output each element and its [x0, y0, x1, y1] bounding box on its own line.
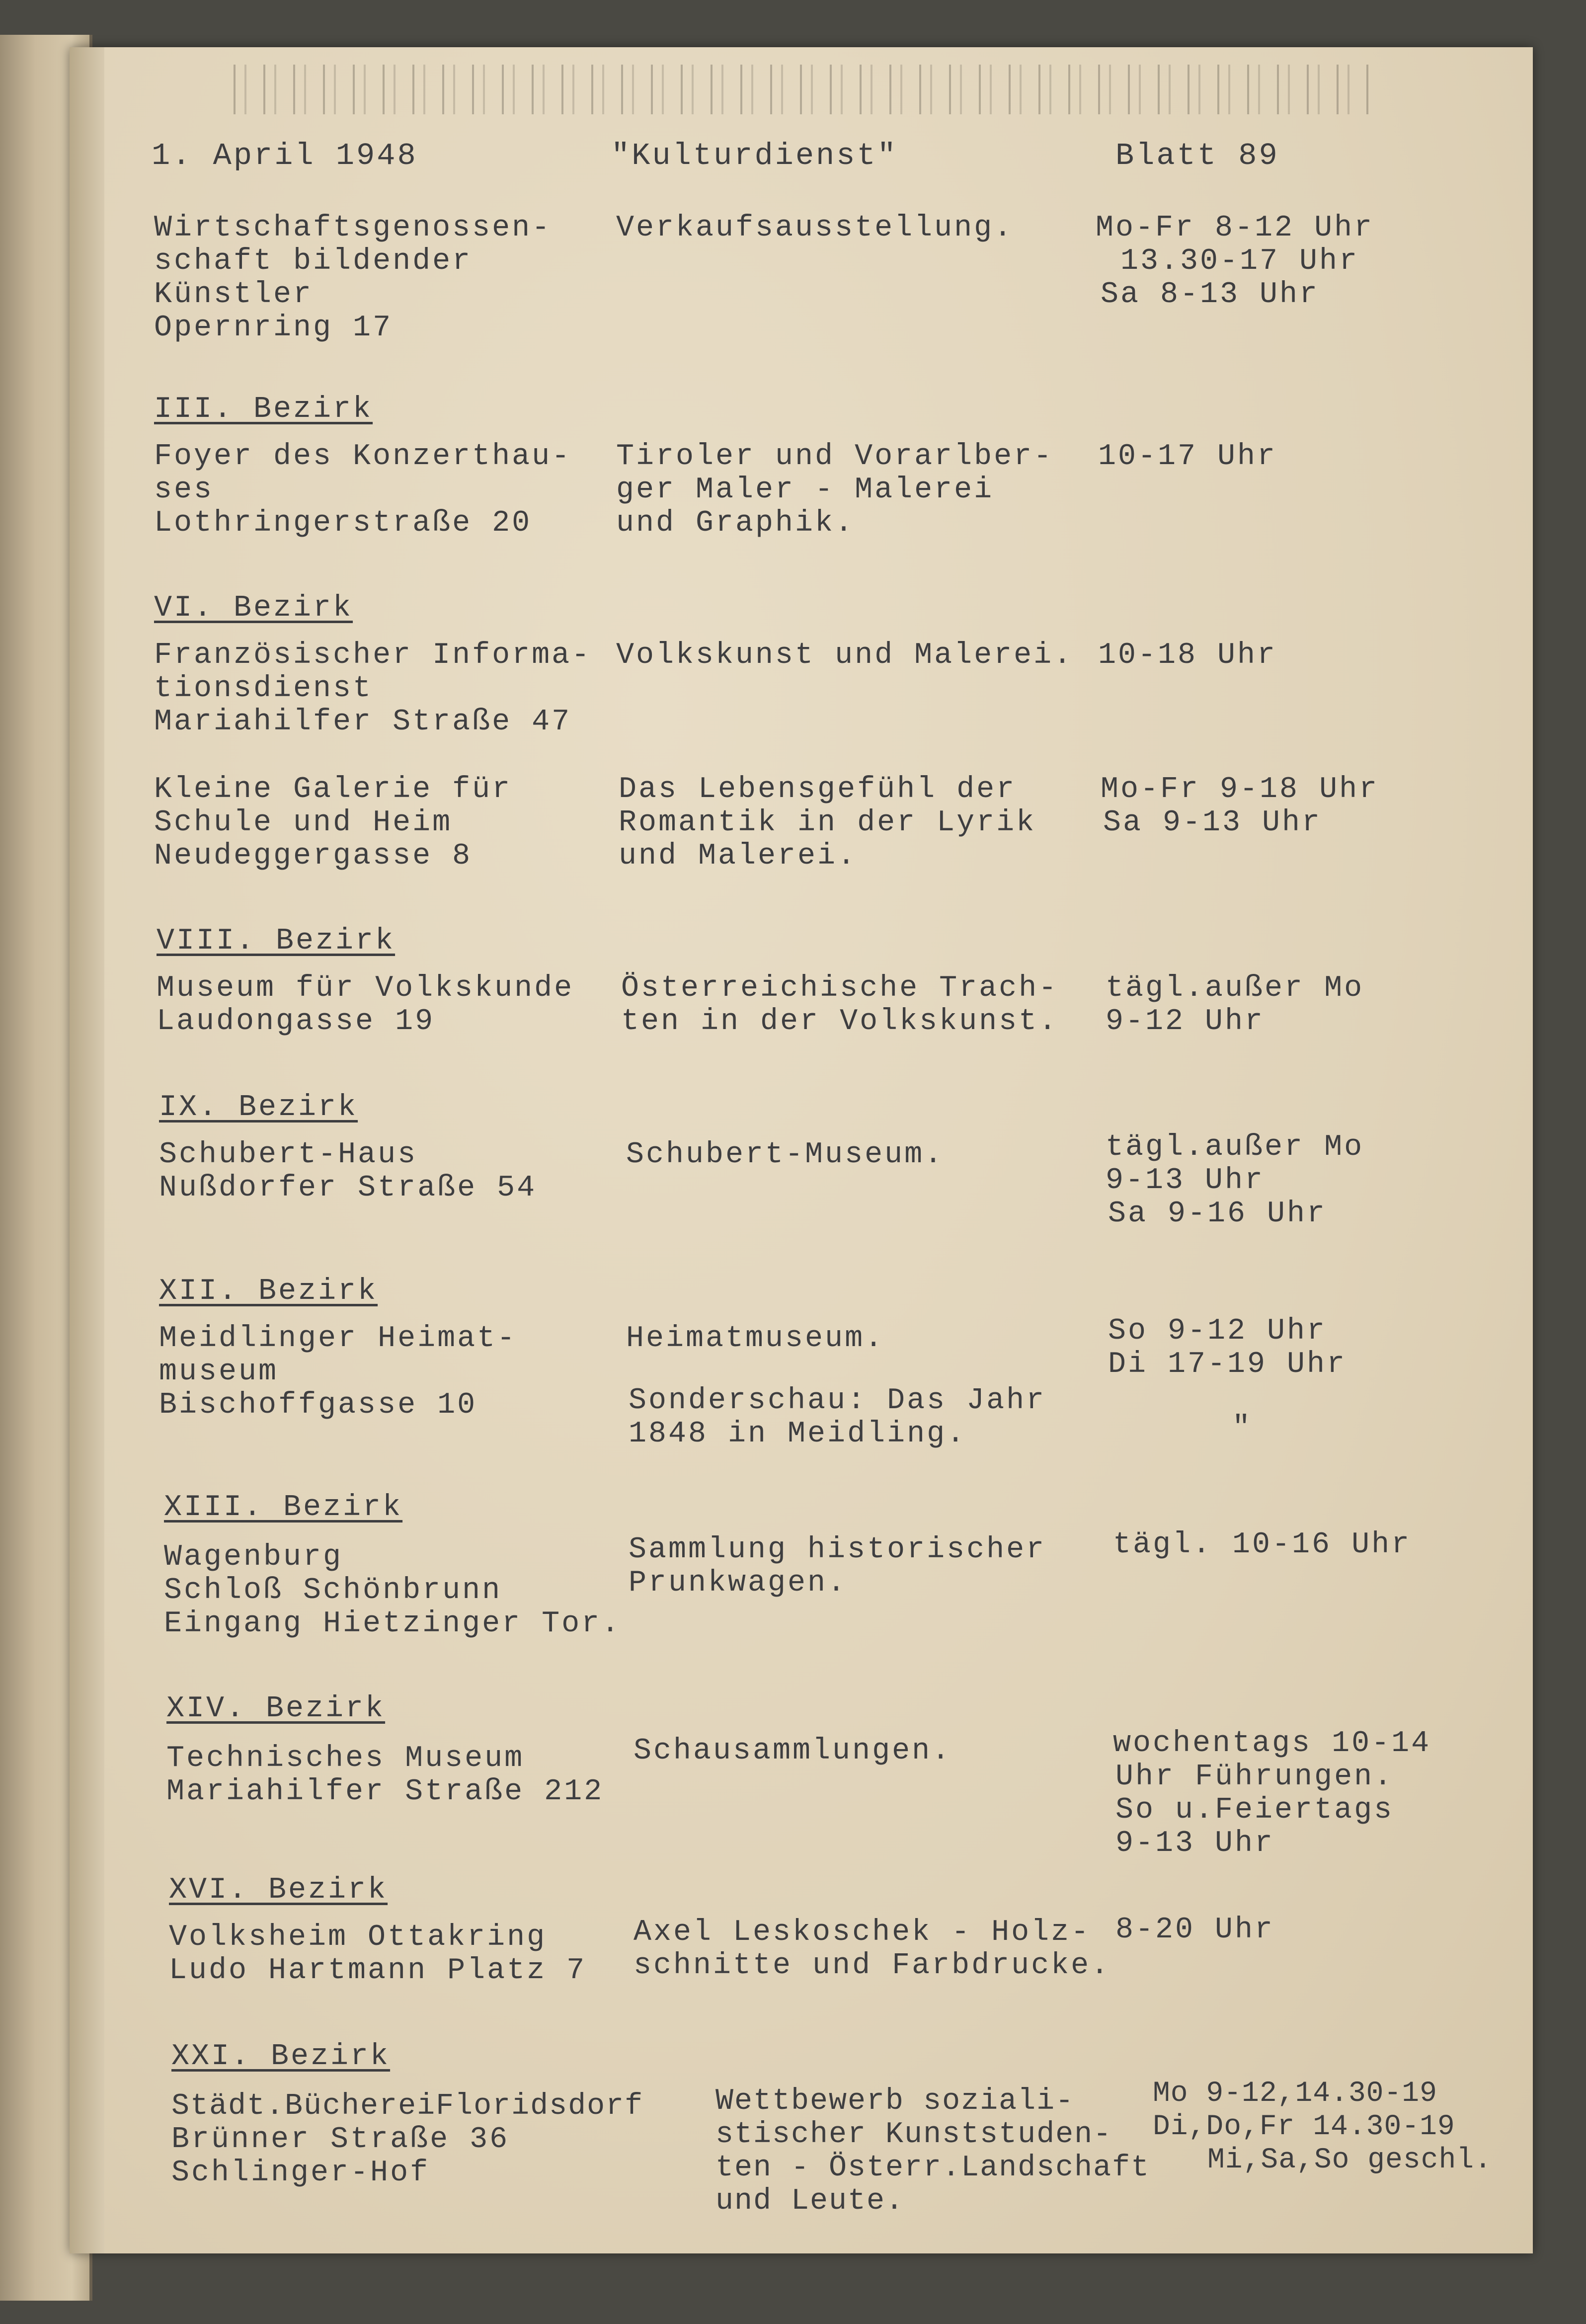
venue-line: Schule und Heim	[154, 806, 453, 840]
exhibition-line: Tiroler und Vorarlber-	[616, 440, 1054, 474]
venue-line: Bischoffgasse 10	[159, 1388, 477, 1422]
header-sheet-number: Blatt 89	[1115, 138, 1279, 173]
exhibition-line: Prunkwagen.	[629, 1566, 848, 1600]
venue-line: Neudeggergasse 8	[154, 839, 473, 873]
venue-line: schaft bildender	[154, 244, 473, 278]
venue-line: tionsdienst	[154, 672, 373, 706]
exhibition-line: und Graphik.	[616, 506, 855, 540]
venue-line: Städt.BüchereiFloridsdorf	[171, 2089, 644, 2123]
section-heading: XIV. Bezirk	[166, 1692, 386, 1726]
venue-line: Meidlinger Heimat-	[159, 1322, 517, 1356]
exhibition-line: Schubert-Museum.	[626, 1138, 945, 1172]
venue-line: Schloß Schönbrunn	[164, 1574, 502, 1607]
hours-line: Di,Do,Fr 14.30-19	[1153, 2111, 1455, 2143]
exhibition-line: Axel Leskoschek - Holz-	[634, 1916, 1091, 1949]
venue-line: Volksheim Ottakring	[169, 1921, 547, 1954]
hours-line: wochentags 10-14	[1113, 1727, 1431, 1761]
hours-line: Sa 9-13 Uhr	[1103, 806, 1322, 840]
exhibition-line: ten - Österr.Landschaft	[715, 2151, 1150, 2185]
exhibition-line: Sammlung historischer	[629, 1533, 1046, 1567]
header-title: "Kulturdienst"	[611, 138, 898, 173]
exhibition-line: Romantik in der Lyrik	[619, 806, 1036, 840]
hours-line: So 9-12 Uhr	[1108, 1314, 1327, 1348]
exhibition-line: und Malerei.	[619, 839, 858, 873]
venue-line: Opernring 17	[154, 311, 393, 345]
exhibition-line: ten in der Volkskunst.	[621, 1005, 1059, 1039]
exhibition-line: ger Maler - Malerei	[616, 473, 994, 507]
venue-line: Wagenburg	[164, 1540, 343, 1574]
venue-line: Kleine Galerie für	[154, 773, 512, 806]
section-heading: XIII. Bezirk	[164, 1491, 403, 1524]
exhibition-line: Volkskunst und Malerei.	[616, 639, 1074, 672]
exhibition-line: Schausammlungen.	[634, 1734, 952, 1768]
venue-line: Mariahilfer Straße 47	[154, 705, 572, 739]
punched-holes-strip	[234, 65, 1376, 114]
hours-line: 10-18 Uhr	[1098, 639, 1277, 672]
section-heading: VIII. Bezirk	[157, 924, 396, 958]
hours-line: 8-20 Uhr	[1115, 1913, 1275, 1947]
venue-line: Nußdorfer Straße 54	[159, 1171, 537, 1205]
exhibition-line: schnitte und Farbdrucke.	[634, 1949, 1111, 1983]
hours-line: Sa 8-13 Uhr	[1101, 278, 1320, 312]
hours-line: 13.30-17 Uhr	[1120, 244, 1359, 278]
venue-line: Brünner Straße 36	[171, 2123, 510, 2157]
venue-line: Wirtschaftsgenossen-	[154, 211, 552, 245]
exhibition-line: Sonderschau: Das Jahr	[629, 1384, 1046, 1418]
venue-line: Museum für Volkskunde	[157, 971, 574, 1005]
hours-line: 10-17 Uhr	[1098, 440, 1277, 474]
hours-line: tägl.außer Mo	[1106, 1130, 1364, 1164]
venue-line: Ludo Hartmann Platz 7	[169, 1954, 587, 1988]
hours-line: tägl.außer Mo	[1106, 971, 1364, 1005]
venue-line: Eingang Hietzinger Tor.	[164, 1607, 622, 1641]
hours-line: Mo-Fr 9-18 Uhr	[1101, 773, 1379, 806]
exhibition-line: Das Lebensgefühl der	[619, 773, 1017, 806]
venue-line: museum	[159, 1355, 279, 1389]
venue-line: Foyer des Konzerthau-	[154, 440, 572, 474]
page-binding-shadow	[70, 47, 104, 2253]
hours-line: Mo 9-12,14.30-19	[1153, 2078, 1437, 2110]
venue-line: ses	[154, 473, 214, 507]
hours-line: Mo-Fr 8-12 Uhr	[1096, 211, 1374, 245]
section-heading: XVI. Bezirk	[169, 1873, 388, 1907]
venue-line: Technisches Museum	[166, 1742, 525, 1775]
venue-line: Künstler	[154, 278, 314, 312]
exhibition-line: und Leute.	[715, 2184, 905, 2218]
ditto-mark: "	[1232, 1411, 1253, 1445]
hours-line: 9-12 Uhr	[1106, 1005, 1265, 1039]
venue-line: Schlinger-Hof	[171, 2156, 430, 2190]
exhibition-line: Heimatmuseum.	[626, 1322, 885, 1356]
section-heading: IX. Bezirk	[159, 1091, 358, 1124]
hours-line: So u.Feiertags	[1115, 1793, 1394, 1827]
section-heading: III. Bezirk	[154, 393, 373, 426]
hours-line: Sa 9-16 Uhr	[1108, 1197, 1327, 1231]
exhibition-line: Wettbewerb soziali-	[715, 2084, 1075, 2118]
venue-line: Laudongasse 19	[157, 1005, 435, 1039]
hours-line: 9-13 Uhr	[1106, 1164, 1265, 1198]
section-heading: VI. Bezirk	[154, 591, 353, 625]
exhibition-line: 1848 in Meidling.	[629, 1417, 967, 1451]
hours-line: Mi,Sa,So geschl.	[1207, 2144, 1492, 2176]
venue-line: Französischer Informa-	[154, 639, 592, 672]
hours-line: tägl. 10-16 Uhr	[1113, 1528, 1412, 1562]
section-heading: XII. Bezirk	[159, 1275, 378, 1308]
venue-line: Mariahilfer Straße 212	[166, 1775, 604, 1809]
exhibition-line: stischer Kunststuden-	[715, 2118, 1112, 2152]
hours-line: Uhr Führungen.	[1115, 1760, 1394, 1794]
exhibition-line: Österreichische Trach-	[621, 971, 1059, 1005]
header-date: 1. April 1948	[152, 138, 418, 173]
section-heading: XXI. Bezirk	[171, 2040, 391, 2074]
exhibition-line: Verkaufsausstellung.	[616, 211, 1014, 245]
venue-line: Lothringerstraße 20	[154, 506, 532, 540]
hours-line: Di 17-19 Uhr	[1108, 1348, 1347, 1381]
venue-line: Schubert-Haus	[159, 1138, 418, 1172]
hours-line: 9-13 Uhr	[1115, 1827, 1275, 1860]
